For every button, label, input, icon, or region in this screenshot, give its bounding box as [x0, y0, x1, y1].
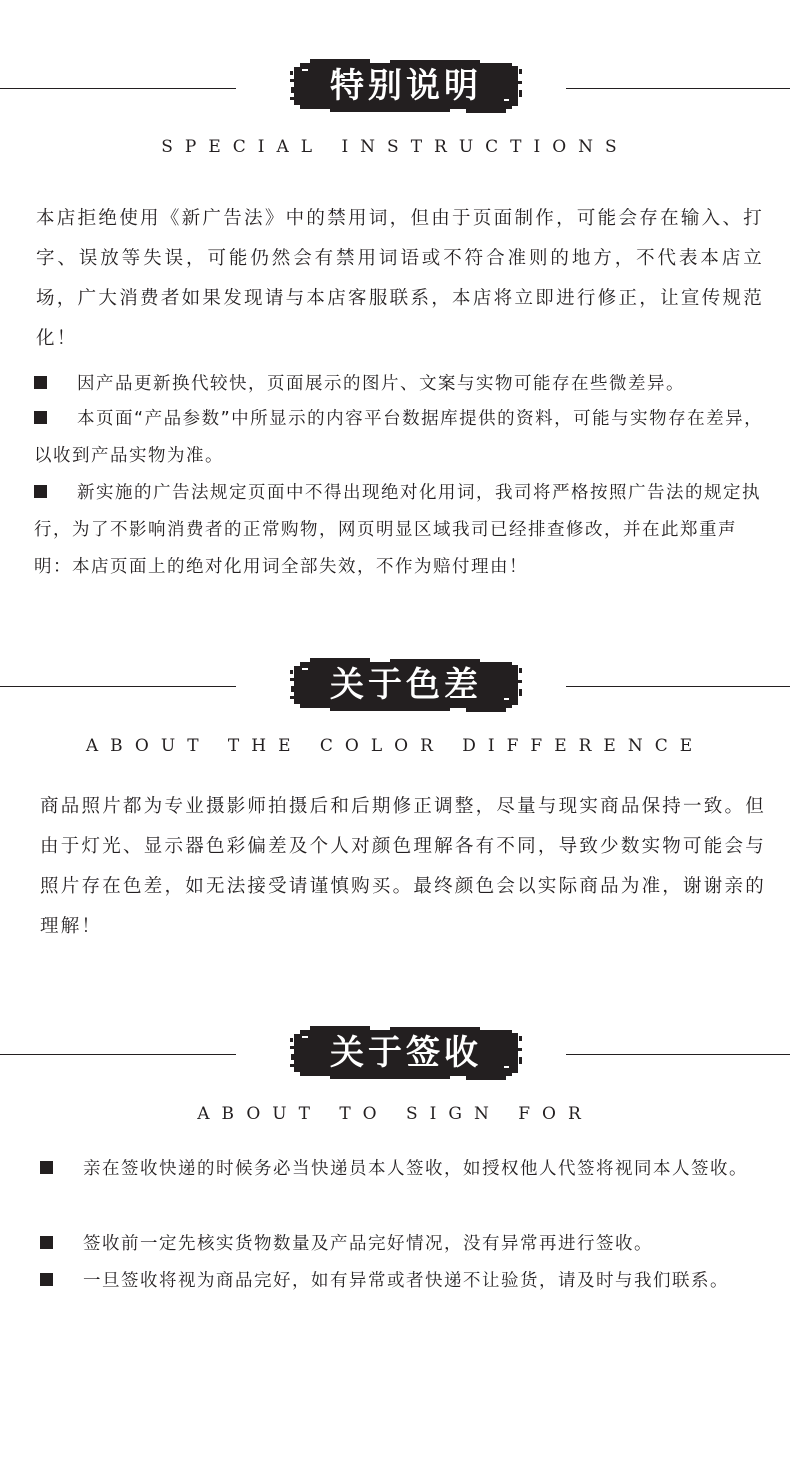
- section-title-badge: [290, 656, 522, 714]
- square-bullet-icon: [34, 485, 47, 498]
- list-item: 本页面“产品参数”中所显示的内容平台数据库提供的资料，可能与实物存在差异，以收到产品实物为准。: [34, 409, 764, 466]
- square-bullet-icon: [40, 1161, 53, 1174]
- section-title: 特别说明: [330, 66, 482, 106]
- section-title: 关于色差: [330, 665, 482, 705]
- section-subtitle: ABOUT TO SIGN FOR: [197, 1104, 593, 1124]
- square-bullet-icon: [40, 1236, 53, 1249]
- square-bullet-icon: [34, 411, 47, 424]
- list-item: 一旦签收将视为商品完好，如有异常或者快递不让验货，请及时与我们联系。: [40, 1263, 770, 1300]
- section-title-badge: [290, 57, 522, 115]
- divider-line-right: [566, 686, 790, 687]
- color-paragraph: 商品照片都为专业摄影师拍摄后和后期修正调整，尽量与现实商品保持一致。但由于灯光、显示器色彩偏差及个人对颜色理解各有不同，导致少数实物可能会与照片存在色差，如无法接受请谨慎购买。最终颜色会以实际商品为准，谢谢亲的理解！: [40, 796, 766, 937]
- section-title: 关于签收: [330, 1033, 482, 1073]
- list-item: 签收前一定先核实货物数量及产品完好情况，没有异常再进行签收。: [40, 1226, 770, 1263]
- list-item: 新实施的广告法规定页面中不得出现绝对化用词，我司将严格按照广告法的规定执行，为了不影响消费者的正常购物，网页明显区域我司已经排查修改，并在此郑重声明：本店页面上的绝对化用词全部失效，不作为赔付理由！: [34, 483, 761, 577]
- list-item: 亲在签收快递的时候务必当快递员本人签收，如授权他人代签将视同本人签收。: [40, 1151, 770, 1188]
- intro-paragraph: 本店拒绝使用《新广告法》中的禁用词，但由于页面制作，可能会存在输入、打字、误放等失误，可能仍然会有禁用词语或不符合准则的地方，不代表本店立场，广大消费者如果发现请与本店客服联系，本店将立即进行修正，让宣传规范化！: [36, 208, 764, 349]
- section-title-badge: [290, 1024, 522, 1082]
- square-bullet-icon: [40, 1273, 53, 1286]
- divider-line-left: [0, 1054, 236, 1055]
- list-item: 因产品更新换代较快，页面展示的图片、文案与实物可能存在些微差异。: [34, 366, 766, 403]
- divider-line-right: [566, 1054, 790, 1055]
- divider-line-right: [566, 88, 790, 89]
- section-subtitle: SPECIAL INSTRUCTIONS: [161, 137, 629, 157]
- square-bullet-icon: [34, 376, 47, 389]
- divider-line-left: [0, 88, 236, 89]
- section-subtitle: ABOUT THE COLOR DIFFERENCE: [85, 736, 705, 756]
- divider-line-left: [0, 686, 236, 687]
